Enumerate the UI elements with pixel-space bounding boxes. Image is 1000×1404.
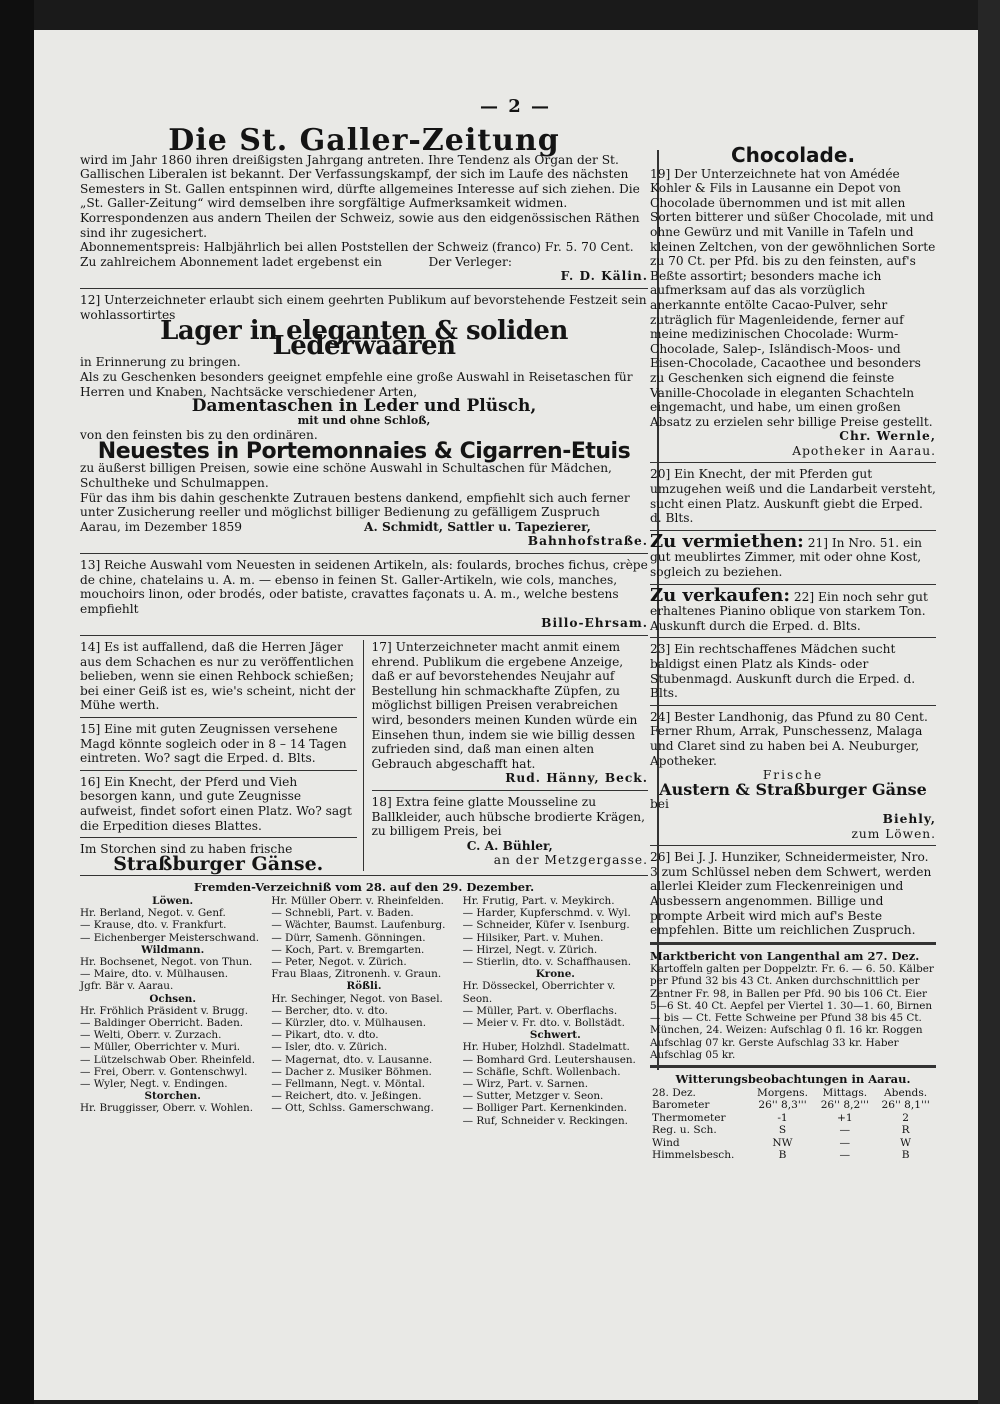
divider <box>650 462 936 463</box>
ad26-text: 26] Bei J. J. Hunziker, Schneidermeister, Nro. 3 zum Schlüssel neben dem Schwert, werden allerlei Kleider zum Fleckenreinigen und Ausbessern angenommen. Billige und prompte Arbeit wird mich auf's Beste empfehlen. Bitte um reichlichen Zuspruch. <box>650 850 932 938</box>
guest-entry: — Müller, Oberrichter v. Muri. <box>80 1041 241 1054</box>
fremden-col-2 <box>271 895 456 1127</box>
ad18-address: an der Metzgergasse. <box>493 853 648 868</box>
weather-cell: — <box>839 1149 851 1161</box>
guest-entry: — Welti, Oberr. v. Zurzach. <box>80 1029 222 1042</box>
weather-row <box>650 1124 936 1137</box>
guest-entry: — Sutter, Metzger v. Seon. <box>462 1090 604 1103</box>
weather-row <box>650 1149 936 1162</box>
ad12-headline: Lager in eleganten & soliden Lederwaaren <box>160 316 568 361</box>
guest-entry: — Schnebli, Part. v. Baden. <box>271 907 414 920</box>
divider <box>80 837 357 838</box>
ad16-text: 16] Ein Knecht, der Pferd und Vieh besorgen kann, und gute Zeugnisse aufweist, findet sofort einen Platz. Wo? sagt die Erpedition dieses Blattes. <box>80 774 352 833</box>
guest-entry: — Lützelschwab Ober. Rheinfeld. <box>80 1053 255 1066</box>
ad18-text: 18] Extra feine glatte Mousseline zu Ballkleider, auch hübsche brodierte Krägen, zu billigem Preis, bei <box>371 794 645 839</box>
guest-entry: — Stierlin, dto. v. Schaffhausen. <box>462 955 632 968</box>
weather-header-cell: Morgens. <box>756 1086 808 1099</box>
markt-muenchen: München, 24. Weizen: Aufschlag 0 fl. 16 kr. Roggen Aufschlag 07 kr. Gerste Aufschlag 33 kr. Haber Aufschlag 05 kr. <box>650 1024 923 1061</box>
markt-title: Marktbericht von Langenthal am 27. Dez. <box>650 948 920 963</box>
ad22-text: 22] Ein noch sehr gut erhaltenes Pianino oblique von starkem Ton. Auskunft durch die Erped. d. Blts. <box>650 589 928 633</box>
divider <box>650 637 936 638</box>
fremden-col-1 <box>80 895 265 1127</box>
ad24-signer: Biehly, <box>882 811 936 826</box>
chocolade-signer: Chr. Wernle, <box>839 429 936 444</box>
divider <box>650 942 936 945</box>
weather-cell: 26'' 8,2''' <box>820 1099 869 1111</box>
ad24-bei: bei <box>650 797 669 812</box>
weather-cell: Himmelsbesch. <box>652 1149 735 1161</box>
weather-header-row <box>650 1087 936 1100</box>
ad12-sub1: Damentaschen in Leder und Plüsch, <box>191 396 537 417</box>
chocolade-role: Apotheker in Aarau. <box>792 443 936 458</box>
ad18-signer: C. A. Bühler, <box>466 838 553 853</box>
divider <box>650 845 936 846</box>
weather-cell: 2 <box>902 1111 909 1124</box>
ad17-text: 17] Unterzeichneter macht anmit einem ehrend. Publikum die ergebene Anzeige, daß er auf bevorstehendes Neujahr auf Bestellung hin schmackhafte Züpfen, zu möglichst billigen Preisen verabreichen wird, besonders meinen Kunden würde ein Einsehen thun, indem sie wie billig dessen zufrieden sind, daß man einen alten Gebrauch abgeschafft hat. <box>371 640 638 771</box>
weather-cell: +1 <box>837 1111 853 1124</box>
lower-split <box>80 640 648 875</box>
ad22-head: Zu verkaufen: <box>650 584 791 606</box>
weather-header-cell: Mittags. <box>822 1086 868 1099</box>
ad14-text: 14] Es ist auffallend, daß die Herren Jäger aus dem Schachen es nur zu veröffentlichen belieben, wenn sie einen Rehbock schießen; bei einer Geiß ist es, wie's scheint, nicht der Mühe werth. <box>80 640 356 713</box>
guest-entry: Hr. Berland, Negot. v. Genf. <box>80 907 226 920</box>
guest-entry: — Eichenberger Meisterschwand. <box>80 931 260 944</box>
guest-entry: Hr. Müller Oberr. v. Rheinfelden. <box>271 894 444 907</box>
weather-cell: B <box>901 1149 910 1161</box>
guest-entry: — Kürzler, dto. v. Mülhausen. <box>271 1016 427 1029</box>
fremden-title: Fremden-Verzeichniß vom 28. auf den 29. Dezember. <box>193 880 535 895</box>
gallerzeitung-body: wird im Jahr 1860 ihren dreißigsten Jahrgang antreten. Ihre Tendenz als Organ der St. Gallischen Liberalen ist bekannt. Der Verfassungskampf, der sich im Laufe des nächsten Semesters in St. Gallen entspinnen wird, dürfte allgemeines Interesse auf sich ziehen. Die „St. Galler-Zeitung“ wird demselben ihre sorgfältige Aufmerksamkeit widmen. Korrespondenzen aus andern Theilen der Schweiz, sowie aus den eidgenössischen Räthen sind ihr zugesichert. <box>80 152 640 240</box>
guest-entry: Hr. Huber, Holzhdl. Stadelmatt. <box>462 1041 630 1054</box>
weather-row <box>650 1099 936 1112</box>
weather-cell: S <box>778 1124 787 1136</box>
ad12-p2: Als zu Geschenken besonders geeignet empfehle eine große Auswahl in Reisetaschen für Herren und Knaben, Nachtsäcke verschiedener Arten, <box>80 369 633 399</box>
chocolade-title: Chocolade. <box>730 143 856 167</box>
guest-entry: — Isler, dto. v. Zürich. <box>271 1041 388 1054</box>
guest-entry: — Hilsiker, Part. v. Muhen. <box>462 931 604 944</box>
ad21-head: Zu vermiethen: <box>650 530 804 552</box>
divider <box>80 288 648 289</box>
right-column <box>650 143 936 1162</box>
guest-entry: Hr. Bochsenet, Negot. von Thun. <box>80 955 253 968</box>
guest-entry: — Wyler, Negt. v. Endingen. <box>80 1077 228 1090</box>
divider <box>80 635 648 636</box>
weather-title: Witterungsbeobachtungen in Aarau. <box>675 1071 911 1086</box>
guest-entry: — Müller, Part. v. Oberflachs. <box>462 1004 618 1017</box>
left-column <box>80 123 648 1127</box>
ad12-address: Bahnhofstraße. <box>527 534 648 549</box>
ad22 <box>650 584 936 634</box>
ad21 <box>650 530 936 580</box>
weather-cell: 26'' 8,1''' <box>881 1099 930 1111</box>
guest-entry: — Dürr, Samenh. Gönningen. <box>271 931 426 944</box>
gallerzeitung-invite: Zu zahlreichem Abonnement ladet ergebenst ein Der Verleger: <box>80 254 512 269</box>
guest-entry: — Fellmann, Negt. v. Möntal. <box>271 1077 425 1090</box>
guest-entry: — Schäfle, Schft. Wollenbach. <box>462 1065 621 1078</box>
guest-entry: — Hirzel, Negt. v. Zürich. <box>462 943 598 956</box>
scan-gutter <box>0 0 34 1404</box>
hotel-name: Storchen. <box>144 1090 201 1103</box>
divider <box>372 790 649 791</box>
guest-entry: — Ott, Schlss. Gamerschwang. <box>271 1102 434 1115</box>
guest-entry: — Harder, Kupferschmd. v. Wyl. <box>462 907 631 920</box>
ad12-signer: A. Schmidt, Sattler u. Tapezierer, <box>364 519 591 534</box>
hotel-name: Schwert. <box>529 1029 581 1042</box>
guest-entry: — Bercher, dto. v. dto. <box>271 1004 388 1017</box>
guest-entry: — Bolliger Part. Kernenkinden. <box>462 1102 627 1115</box>
ad12-p3: von den feinsten bis zu den ordinären. <box>80 428 318 443</box>
weather-cell: Wind <box>652 1136 680 1149</box>
guest-entry: — Dacher z. Musiker Böhmen. <box>271 1065 432 1078</box>
guest-entry: — Wächter, Baumst. Laufenburg. <box>271 919 446 932</box>
weather-row <box>650 1112 936 1125</box>
ad24-frische: Frische <box>762 768 824 783</box>
divider <box>650 1065 936 1068</box>
guest-entry: — Bomhard Grd. Leutershausen. <box>462 1053 636 1066</box>
divider <box>80 553 648 554</box>
hotel-name: Löwen. <box>152 894 194 907</box>
guest-entry: — Wirz, Part. v. Sarnen. <box>462 1077 589 1090</box>
guest-entry: — Magernat, dto. v. Lausanne. <box>271 1053 433 1066</box>
ad12-p1: in Erinnerung zu bringen. <box>80 355 241 370</box>
ad17-signer: Rud. Hänny, Beck. <box>505 771 648 786</box>
storchen-line: Im Storchen sind zu haben frische <box>80 842 293 857</box>
guest-entry: — Krause, dto. v. Frankfurt. <box>80 919 227 932</box>
guest-entry: — Frei, Oberr. v. Gontenschwyl. <box>80 1065 248 1078</box>
weather-cell: B <box>778 1149 787 1161</box>
weather-cell: R <box>901 1124 910 1136</box>
ad24-text: 24] Bester Landhonig, das Pfund zu 80 Cent. Ferner Rhum, Arrak, Punschessenz, Malaga und Claret sind zu haben bei A. Neuburger, Apotheker. <box>650 709 928 768</box>
guest-entry: Hr. Bruggisser, Oberr. v. Wohlen. <box>80 1102 254 1115</box>
guest-entry: Hr. Sechinger, Negot. von Basel. <box>271 992 443 1005</box>
weather-cell: 26'' 8,3''' <box>758 1099 807 1111</box>
ad12-sub2: Neuestes in Portemonnaies & Cigarren-Etuis <box>97 438 631 464</box>
ad15-text: 15] Eine mit guten Zeugnissen versehene Magd könnte sogleich oder in 8 – 14 Tagen eintreten. Wo? sagt die Erped. d. Blts. <box>80 721 347 766</box>
hotel-name: Krone. <box>535 968 575 981</box>
guest-entry: — Ruf, Schneider v. Reckingen. <box>462 1114 628 1127</box>
guest-entry: — Maire, dto. v. Mülhausen. <box>80 968 229 981</box>
fremden-col-3 <box>463 895 648 1127</box>
ad13-signer: Billo-Ehrsam. <box>541 616 648 631</box>
guest-entry: — Schneider, Küfer v. Isenburg. <box>462 919 630 932</box>
hotel-name: Wildmann. <box>141 943 205 956</box>
guest-entry: — Meier v. Fr. dto. v. Bollstädt. <box>462 1016 625 1029</box>
guest-entry: — Pikart, dto. v. dto. <box>271 1029 379 1042</box>
divider <box>80 717 357 718</box>
weather-header-cell: 28. Dez. <box>652 1086 696 1099</box>
guest-entry: — Peter, Negot. v. Zürich. <box>271 955 407 968</box>
lower-right <box>372 640 649 871</box>
ad24-big: Austern & Straßburger Gänse <box>659 779 927 799</box>
guest-entry: — Reichert, dto. v. Jeßingen. <box>271 1090 422 1103</box>
guest-entry: — Koch, Part. v. Bremgarten. <box>271 943 425 956</box>
markt-text: Kartoffeln galten per Doppelztr. Fr. 6. — 6. 50. Kälber per Pfund 32 bis 43 Ct. Anken durchschnittlich per Zentner Fr. 98, in Ballen per Pfd. 90 bis 106 Ct. Eier 5—6 St. 40 Ct. Aepfel per Viertel 1. 30—1. 60, Birnen — bis — Ct. Fette Schweine per Pfund 38 bis 45 Ct. <box>650 963 934 1025</box>
weather-cell: NW <box>772 1136 793 1149</box>
weather-cell: W <box>900 1136 912 1149</box>
gallerzeitung-publisher: F. D. Kälin. <box>560 269 648 284</box>
ad12-p5: Für das ihm bis dahin geschenkte Zutrauen bestens dankend, empfiehlt sich auch ferner unter Zusicherung reeller und möglichst billiger Bedienung zu gefälligem Zuspruch <box>80 490 630 520</box>
ad12-footer <box>80 520 648 535</box>
fremden-list <box>80 895 648 1127</box>
weather-table <box>650 1087 936 1162</box>
page-number: — 2 — <box>480 96 552 117</box>
divider <box>80 770 357 771</box>
weather-row <box>650 1137 936 1150</box>
weather-cell: Reg. u. Sch. <box>652 1124 717 1136</box>
guest-entry: Hr. Frutig, Part. v. Meykirch. <box>462 894 615 907</box>
ad13-text: 13] Reiche Auswahl vom Neuesten in seidenen Artikeln, als: foulards, broches fichus, crèpe de chine, chatelains u. A. m. — ebenso in feinen St. Galler-Artikeln, wie cols, manches, mouchoirs linon, oder brodés, oder batiste, cravattes façonats u. A. m., welche bestens empfiehlt <box>80 558 648 616</box>
guest-entry: Hr. Dösseckel, Oberrichter v. Seon. <box>462 980 616 1005</box>
ad12-p4: zu äußerst billigen Preisen, sowie eine schöne Auswahl in Schultaschen für Mädchen, Schultheke und Schulmappen. <box>80 461 612 491</box>
ad24-place: zum Löwen. <box>851 826 936 841</box>
weather-cell: -1 <box>777 1111 788 1124</box>
chocolade-text: 19] Der Unterzeichnete hat von Amédée Kohler & Fils in Lausanne ein Depot von Chocolade übernommen und ist mit allen Sorten bitterer und süßer Chocolade, mit und ohne Gewürz und mit Vanille in Tafeln und kleinen Zeltchen, von der gewöhnlichen Sorte zu 70 Ct. per Pfd. bis zu den feinsten, auf's Beßte assortirt; besonders mache ich aufmerksam auf das als vorzüglich anerkannte entölte Cacao-Pulver, sehr zuträglich für Magenleidende, ferner auf meine medizinischen Chocolade: Wurm-Chocolade, Salep-, Isländisch-Moos- und Eisen-Chocolade, Cacaothee und besonders zu Geschenken sich eignend die feinste Vanille-Chocolade in eleganten Schachteln eingemacht, und habe, um einen großen Absatz zu erzielen sehr billige Preise gestellt. <box>650 166 936 429</box>
hotel-name: Ochsen. <box>149 992 196 1005</box>
weather-cell: Thermometer <box>652 1111 726 1124</box>
guest-entry: — Baldinger Oberricht. Baden. <box>80 1016 244 1029</box>
ad12-sub1b: mit und ohne Schloß, <box>297 413 431 427</box>
gallerzeitung-title: Die St. Galler-Zeitung <box>168 123 560 158</box>
lower-left <box>80 640 364 875</box>
ad20-text: 20] Ein Knecht, der mit Pferden gut umzugehen weiß und die Landarbeit versteht, sucht einen Platz. Auskunft giebt die Erped. d. Blts. <box>650 467 936 526</box>
ad12-intro: 12] Unterzeichneter erlaubt sich einem geehrten Publikum auf bevorstehende Festzeit sein wohlassortirtes <box>80 292 647 322</box>
divider <box>80 875 648 876</box>
weather-cell: — <box>839 1124 851 1136</box>
ad23-text: 23] Ein rechtschaffenes Mädchen sucht baldigst einen Platz als Kinds- oder Stubenmagd. Auskunft durch die Erped. d. Blts. <box>650 642 916 701</box>
ad21-text: 21] In Nro. 51. ein gut meublirtes Zimmer, mit oder ohne Kost, sogleich zu beziehen. <box>650 535 922 580</box>
storchen-big: Straßburger Gänse. <box>113 852 324 875</box>
hotel-name: Rößli. <box>346 980 382 993</box>
guest-entry: Frau Blaas, Zitronenh. v. Graun. <box>271 968 442 981</box>
divider <box>650 705 936 706</box>
weather-header-cell: Abends. <box>884 1086 928 1099</box>
ad12-place: Aarau, im Dezember 1859 <box>80 519 242 534</box>
guest-entry: Jgfr. Bär v. Aarau. <box>80 980 174 993</box>
weather-cell: Barometer <box>652 1099 710 1111</box>
gallerzeitung-price: Abonnementspreis: Halbjährlich bei allen Poststellen der Schweiz (franco) Fr. 5. 70 Cent. <box>80 240 634 255</box>
weather-cell: — <box>839 1136 851 1149</box>
guest-entry: Hr. Fröhlich Präsident v. Brugg. <box>80 1004 248 1017</box>
scan-edge <box>978 0 1000 1404</box>
